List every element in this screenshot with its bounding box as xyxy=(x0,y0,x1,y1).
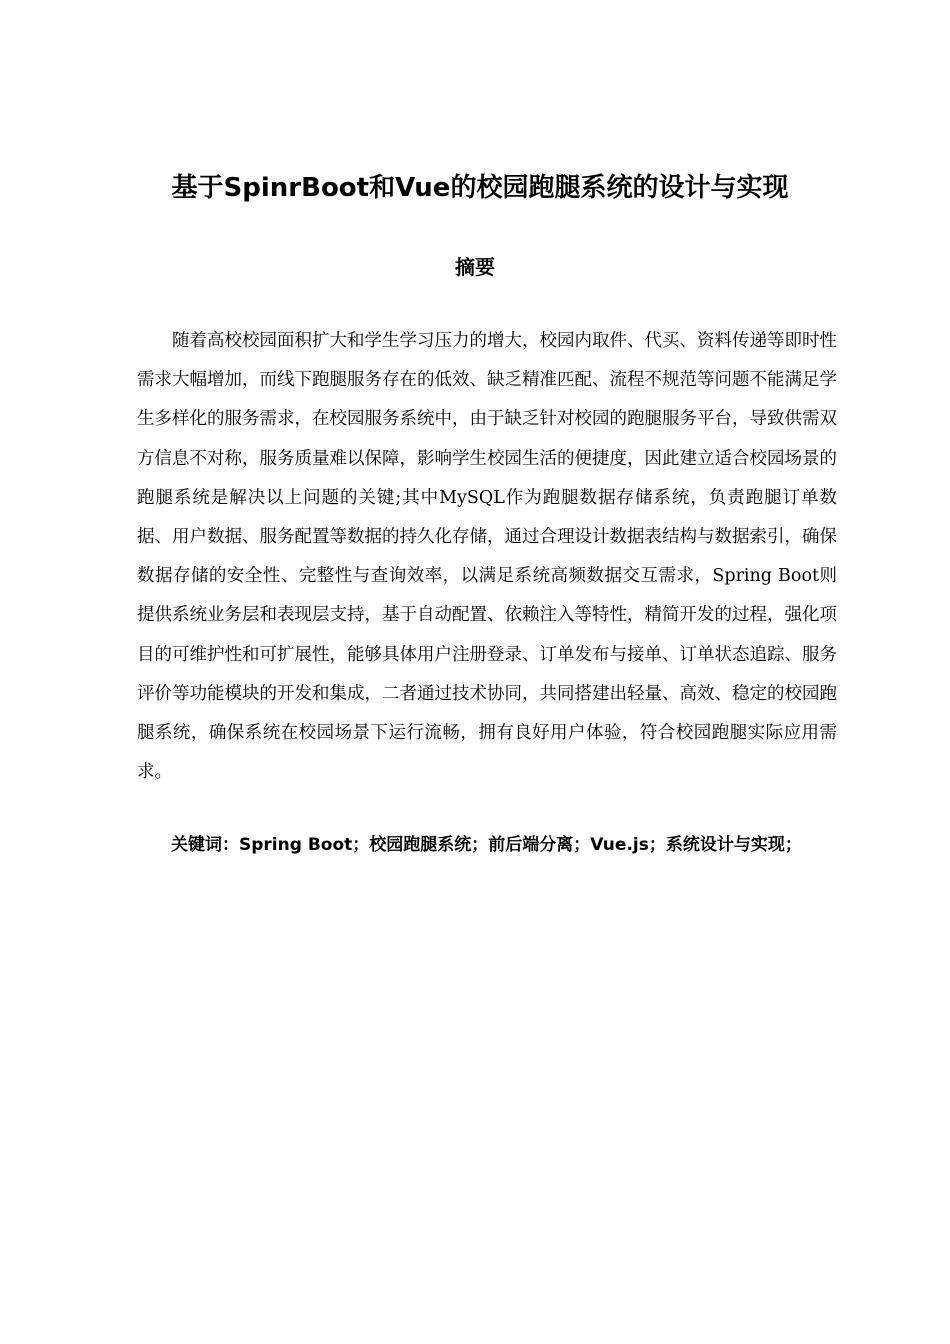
document-title: 基于SpinrBoot和Vue的校园跑腿系统的设计与实现 xyxy=(171,173,789,203)
abstract-body: 随着高校校园面积扩大和学生学习压力的增大，校园内取件、代买、资料传递等即时性需求大幅增加，而线下跑腿服务存在的低效、缺乏精准匹配、流程不规范等问题不能满足学生多样化的服务需求，在校园服务系统中，由于缺乏针对校园的跑腿服务平台，导致供需双方信息不对称，服务质量难以保障，影响学生校园生活的便捷度，因此建立适合校园场景的跑腿系统是解决以上问题的关键;其中MySQL作为跑腿数据存储系统，负责跑腿订单数据、用户数据、服务配置等数据的持久化存储，通过合理设计数据表结构与数据索引，确保数据存储的安全性、完整性与查询效率，以满足系统高频数据交互需求，Spring Boot则提供系统业务层和表现层支持，基于自动配置、依赖注入等特性，精简开发的过程，强化项目的可维护性和可扩展性，能够具体用户注册登录、订单发布与接单、订单状态追踪、服务评价等功能模块的开发和集成，二者通过技术协同，共同搭建出轻量、高效、稳定的校园跑腿系统，确保系统在校园场景下运行流畅，拥有良好用户体验，符合校园跑腿实际应用需求。 xyxy=(137,331,837,783)
keywords-line: 关键词：Spring Boot；校园跑腿系统；前后端分离；Vue.js；系统设计与实现； xyxy=(171,835,802,855)
abstract-heading: 摘要 xyxy=(455,255,495,279)
